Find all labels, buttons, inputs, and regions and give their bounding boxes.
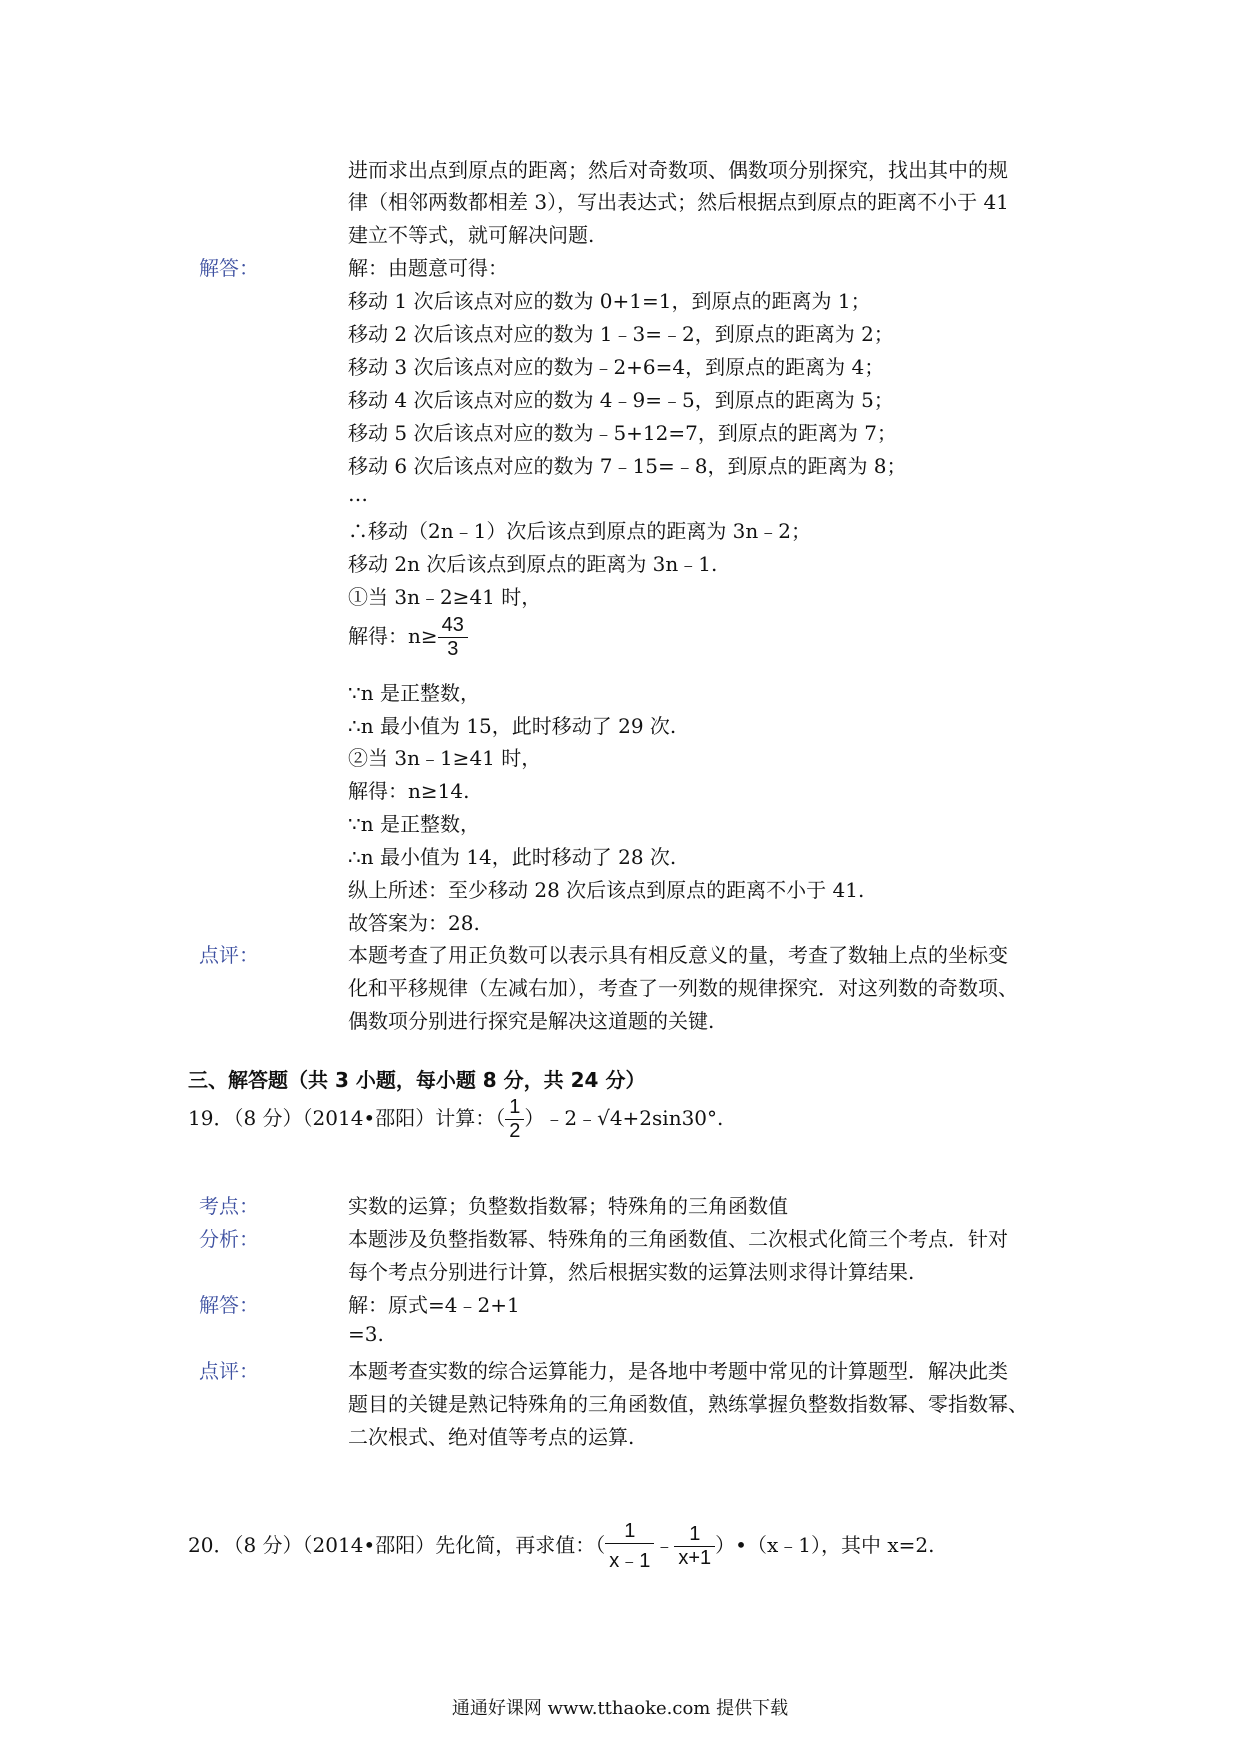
fraction-numerator: 1	[509, 1096, 521, 1118]
answer-line: ②当 3n﹣1≥41 时，	[348, 746, 542, 770]
fraction-1-over-x-plus-1	[674, 1523, 715, 1570]
fraction-43-3	[438, 614, 468, 661]
solve-line	[348, 614, 468, 661]
q19-suffix: ）﹣2﹣√4+2sin30°.	[524, 1106, 724, 1130]
kaodian-label: 考点：	[199, 1194, 259, 1218]
answer-label: 解答：	[199, 256, 259, 280]
dianping-label: 点评：	[199, 1359, 259, 1383]
page-footer: 通通好课网 www.tthaoke.com 提供下载	[451, 1698, 789, 1719]
q20-minus: ﹣	[654, 1533, 675, 1557]
jieda-line: 解：原式=4﹣2+1	[348, 1293, 520, 1317]
comment-label: 点评：	[199, 943, 259, 967]
fraction-numerator: 1	[624, 1520, 636, 1542]
answer-line: ∴移动（2n﹣1）次后该点到原点的距离为 3n﹣2；	[348, 519, 812, 543]
answer-line: ①当 3n﹣2≥41 时，	[348, 585, 542, 609]
question-19	[188, 1096, 723, 1143]
answer-line: …	[348, 482, 368, 506]
jieda-label: 解答：	[199, 1293, 259, 1317]
dianping-line: 二次根式、绝对值等考点的运算.	[348, 1425, 635, 1449]
kaodian-text: 实数的运算；负整数指数幂；特殊角的三角函数值	[348, 1194, 788, 1218]
answer-line: ∴n 最小值为 15，此时移动了 29 次.	[348, 714, 677, 738]
fraction-denominator: 2	[505, 1119, 524, 1143]
analysis-line-2: 律（相邻两数都相差 3），写出表达式；然后根据点到原点的距离不小于 41	[348, 190, 1009, 214]
q20-suffix: ）•（x﹣1），其中 x=2.	[715, 1533, 935, 1557]
answer-line: 纵上所述：至少移动 28 次后该点到原点的距离不小于 41.	[348, 878, 865, 902]
comment-line: 偶数项分别进行探究是解决这道题的关键.	[348, 1009, 715, 1033]
fraction-denominator: x+1	[674, 1546, 715, 1570]
question-20	[188, 1520, 934, 1573]
fraction-numerator: 1	[689, 1523, 701, 1545]
fenxi-line: 本题涉及负整指数幂、特殊角的三角函数值、二次根式化简三个考点．针对	[348, 1227, 1008, 1251]
fraction-numerator: 43	[441, 614, 464, 636]
dianping-line: 题目的关键是熟记特殊角的三角函数值，熟练掌握负整数指数幂、零指数幂、	[348, 1392, 1028, 1416]
answer-line: ∵n 是正整数，	[348, 812, 480, 836]
fraction-denominator: 3	[438, 637, 468, 661]
answer-line: 移动 5 次后该点对应的数为﹣5+12=7，到原点的距离为 7；	[348, 421, 897, 445]
fenxi-line: 每个考点分别进行计算，然后根据实数的运算法则求得计算结果.	[348, 1260, 915, 1284]
fraction-1-2	[505, 1096, 524, 1143]
answer-line: 移动 2n 次后该点到原点的距离为 3n﹣1.	[348, 552, 718, 576]
q19-prefix: 19．（8 分）（2014•邵阳）计算：（	[188, 1106, 506, 1130]
fenxi-label: 分析：	[199, 1227, 259, 1251]
analysis-line-1: 进而求出点到原点的距离；然后对奇数项、偶数项分别探究，找出其中的规	[348, 158, 1008, 182]
answer-line: 移动 3 次后该点对应的数为﹣2+6=4，到原点的距离为 4；	[348, 355, 885, 379]
section-heading: 三、解答题（共 3 小题，每小题 8 分，共 24 分）	[188, 1068, 646, 1092]
answer-line: 移动 1 次后该点对应的数为 0+1=1，到原点的距离为 1；	[348, 289, 871, 313]
fraction-denominator: x﹣1	[605, 1543, 654, 1573]
answer-line: 移动 2 次后该点对应的数为 1﹣3=﹣2，到原点的距离为 2；	[348, 322, 894, 346]
analysis-line-3: 建立不等式，就可解决问题.	[348, 223, 595, 247]
solve-prefix: 解得：n≥	[348, 624, 438, 648]
answer-line: 解得：n≥14.	[348, 779, 470, 803]
fraction-1-over-x-minus-1	[605, 1520, 654, 1573]
jieda-line: =3.	[348, 1322, 384, 1346]
q20-prefix: 20．（8 分）（2014•邵阳）先化简，再求值：（	[188, 1533, 606, 1557]
comment-line: 本题考查了用正负数可以表示具有相反意义的量，考查了数轴上点的坐标变	[348, 943, 1008, 967]
answer-line: 移动 4 次后该点对应的数为 4﹣9=﹣5，到原点的距离为 5；	[348, 388, 894, 412]
answer-line: ∵n 是正整数，	[348, 681, 480, 705]
comment-line: 化和平移规律（左减右加），考查了一列数的规律探究．对这列数的奇数项、	[348, 976, 1018, 1000]
answer-line: ∴n 最小值为 14，此时移动了 28 次.	[348, 845, 677, 869]
answer-line: 故答案为：28.	[348, 911, 480, 935]
answer-line: 解：由题意可得：	[348, 256, 508, 280]
dianping-line: 本题考查实数的综合运算能力，是各地中考题中常见的计算题型．解决此类	[348, 1359, 1008, 1383]
answer-line: 移动 6 次后该点对应的数为 7﹣15=﹣8，到原点的距离为 8；	[348, 454, 907, 478]
